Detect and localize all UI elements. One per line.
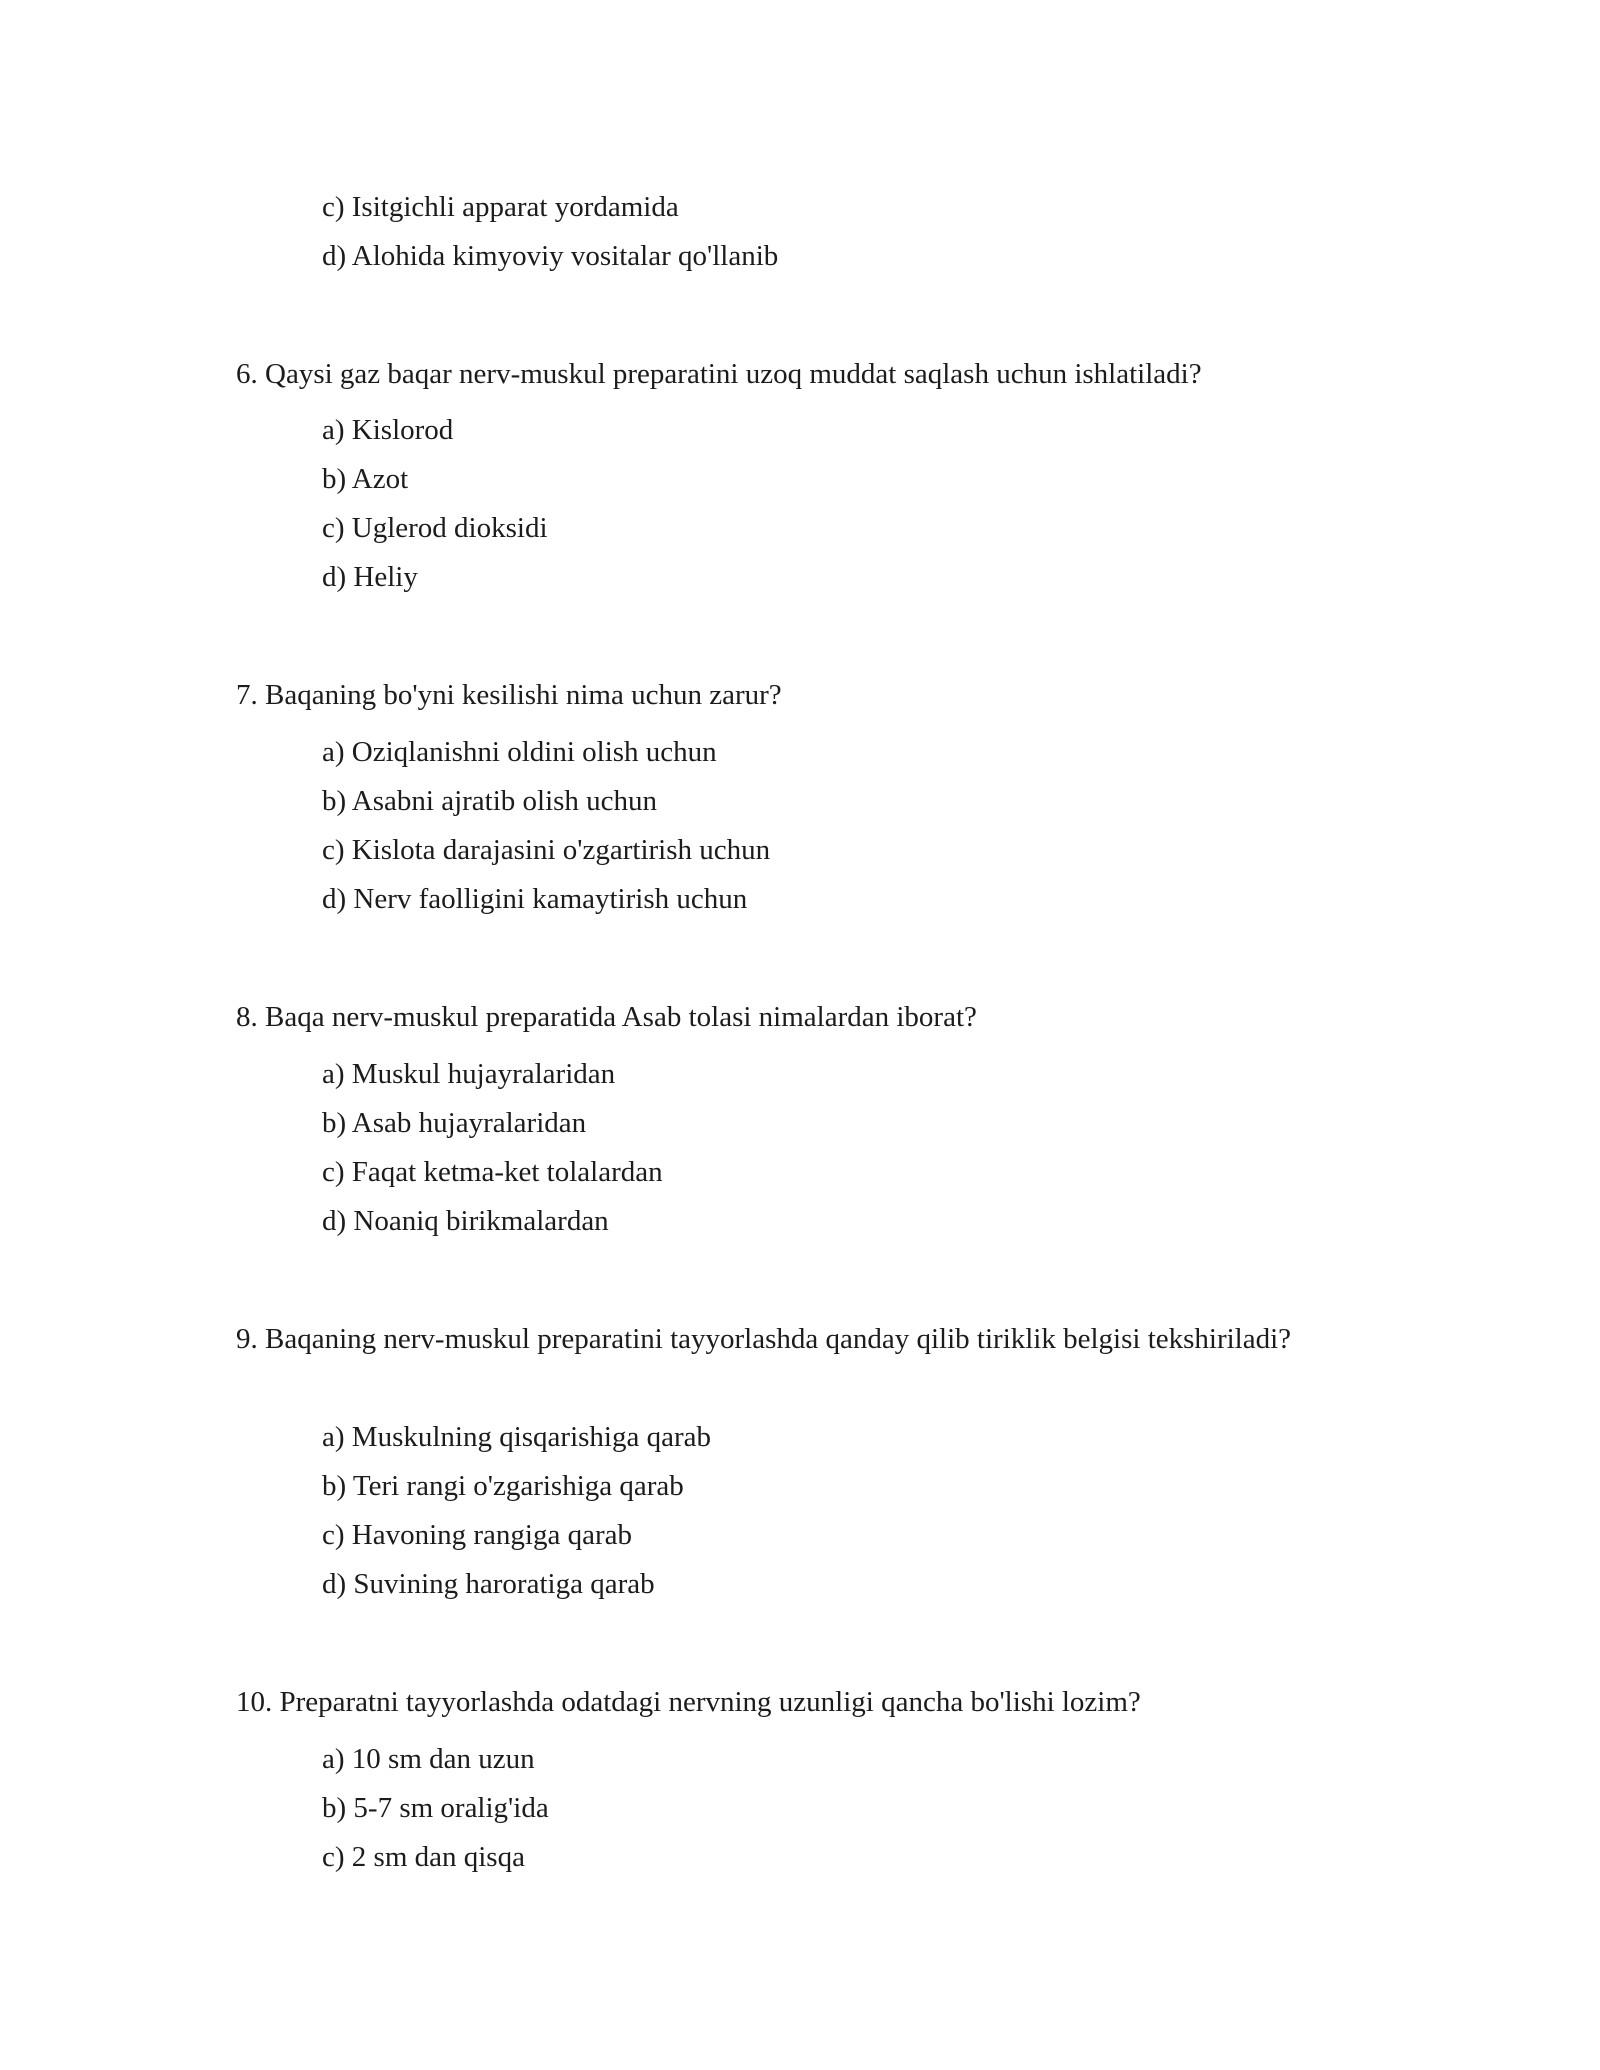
- option-9a: a) Muskulning qisqarishiga qarab: [322, 1421, 712, 1453]
- option-6b: b) Azot: [322, 463, 409, 495]
- option-10a: a) 10 sm dan uzun: [322, 1743, 535, 1775]
- option-10b: b) 5-7 sm oralig'ida: [322, 1792, 549, 1824]
- option-7b: b) Asabni ajratib olish uchun: [322, 785, 658, 817]
- option-10c: c) 2 sm dan qisqa: [322, 1841, 525, 1873]
- option-7d: d) Nerv faolligini kamaytirish uchun: [322, 883, 748, 915]
- option-6d: d) Heliy: [322, 561, 418, 593]
- option-6c: c) Uglerod dioksidi: [322, 512, 548, 544]
- option-5d: d) Alohida kimyoviy vositalar qo'llanib: [322, 240, 779, 272]
- option-7c: c) Kislota darajasini o'zgartirish uchun: [322, 834, 771, 866]
- option-8b: b) Asab hujayralaridan: [322, 1107, 587, 1139]
- option-7a: a) Oziqlanishni oldini olish uchun: [322, 736, 717, 768]
- option-8c: c) Faqat ketma-ket tolalardan: [322, 1156, 663, 1188]
- option-6a: a) Kislorod: [322, 414, 454, 446]
- option-8a: a) Muskul hujayralaridan: [322, 1058, 616, 1090]
- option-5c: c) Isitgichli apparat yordamida: [322, 191, 679, 223]
- option-8d: d) Noaniq birikmalardan: [322, 1205, 609, 1237]
- question-9-text: 9. Baqaning nerv-muskul preparatini tayyorlashda qanday qilib tiriklik belgisi tekshiriladi?: [236, 1323, 1292, 1355]
- question-7-text: 7. Baqaning bo'yni kesilishi nima uchun zarur?: [236, 679, 782, 711]
- question-6-text: 6. Qaysi gaz baqar nerv-muskul preparatini uzoq muddat saqlash uchun ishlatiladi?: [236, 358, 1202, 390]
- question-8-text: 8. Baqa nerv-muskul preparatida Asab tolasi nimalardan iborat?: [236, 1001, 977, 1033]
- question-10-text: 10. Preparatni tayyorlashda odatdagi nervning uzunligi qancha bo'lishi lozim?: [236, 1686, 1141, 1718]
- option-9b: b) Teri rangi o'zgarishiga qarab: [322, 1470, 684, 1502]
- option-9c: c) Havoning rangiga qarab: [322, 1519, 633, 1551]
- option-9d: d) Suvining haroratiga qarab: [322, 1568, 655, 1600]
